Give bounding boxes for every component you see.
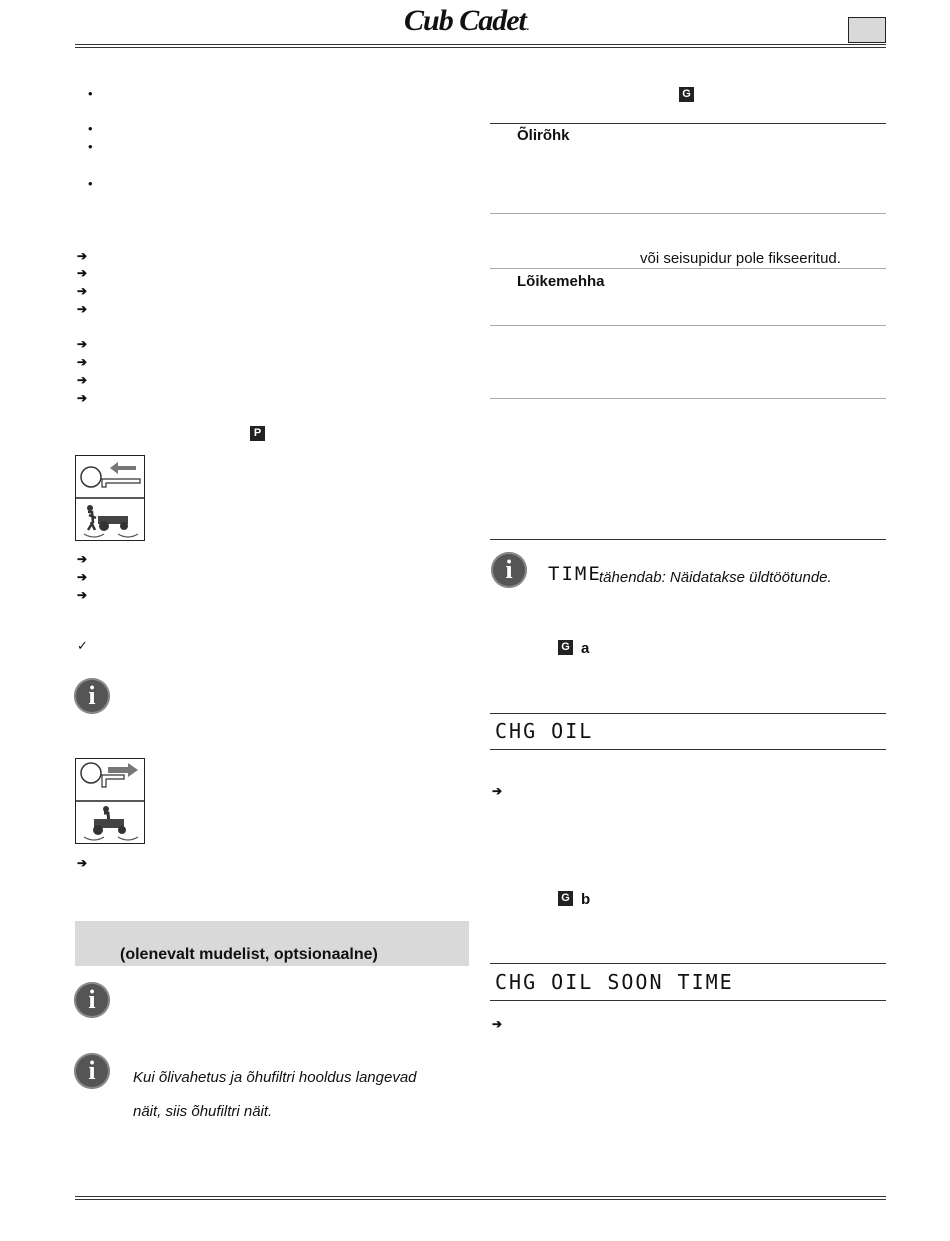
forward-mowing-icon (76, 759, 144, 843)
header-rule (75, 44, 886, 48)
lcd-chg-oil: CHG OIL (495, 719, 594, 743)
bullet: • (88, 139, 93, 154)
lcd-chg-oil-soon-time: CHG OIL SOON TIME (495, 970, 734, 994)
lcd-frame-top (490, 713, 886, 714)
arrow-icon: ➔ (77, 249, 88, 263)
oil-pressure-label: Õlirõhk (517, 127, 570, 144)
arrow-icon: ➔ (77, 337, 88, 351)
info-icon: i (74, 982, 110, 1018)
arrow-icon: ➔ (77, 552, 88, 566)
pictogram-reverse (75, 455, 145, 541)
info-icon: i (74, 678, 110, 714)
arrow-icon: ➔ (77, 355, 88, 369)
note-text-line2: näit, siis õhufiltri näit. (133, 1103, 273, 1120)
arrow-icon: ➔ (77, 570, 88, 584)
arrow-icon: ➔ (77, 856, 88, 870)
reverse-mowing-icon (76, 456, 144, 540)
g-marker-suffix: a (581, 640, 590, 657)
brand-logo: Cub Cadet. (404, 4, 530, 37)
pictogram-forward (75, 758, 145, 844)
g-marker: G (558, 640, 573, 655)
arrow-icon: ➔ (77, 588, 88, 602)
bullet: • (88, 121, 93, 136)
arrow-icon: ➔ (77, 266, 88, 280)
lcd-frame-bottom (490, 1000, 886, 1001)
time-text: tähendab: Näidatakse üldtöötunde. (599, 569, 832, 586)
section-heading: (olenevalt mudelist, optsionaalne) (120, 946, 378, 963)
section-rule (490, 539, 886, 540)
note-text-line1: Kui õlivahetus ja õhufiltri hooldus langevad (133, 1069, 417, 1086)
footer-rule (75, 1196, 886, 1200)
arrow-icon: ➔ (77, 391, 88, 405)
p-marker: P (250, 426, 265, 441)
lcd-time: TIME (548, 563, 602, 585)
page-number-box (848, 17, 886, 43)
table-rule (490, 268, 886, 269)
bullet: • (88, 86, 93, 101)
table-rule (490, 325, 886, 326)
table-rule (490, 123, 886, 124)
table-rule (490, 398, 886, 399)
arrow-icon: ➔ (77, 284, 88, 298)
mower-label: Lõikemehha (517, 273, 605, 290)
lcd-frame-top (490, 963, 886, 964)
info-icon: i (491, 552, 527, 588)
lcd-frame-bottom (490, 749, 886, 750)
arrow-icon: ➔ (492, 1017, 503, 1031)
brand-name: Cub Cadet (404, 4, 526, 37)
check-icon: ✓ (77, 638, 88, 653)
arrow-icon: ➔ (77, 302, 88, 316)
g-marker: G (679, 87, 694, 102)
arrow-icon: ➔ (492, 784, 503, 798)
brake-text: või seisupidur pole fikseeritud. (640, 250, 841, 267)
arrow-icon: ➔ (77, 373, 88, 387)
info-icon: i (74, 1053, 110, 1089)
table-rule (490, 213, 886, 214)
g-marker: G (558, 891, 573, 906)
bullet: • (88, 176, 93, 191)
g-marker-suffix: b (581, 891, 591, 908)
